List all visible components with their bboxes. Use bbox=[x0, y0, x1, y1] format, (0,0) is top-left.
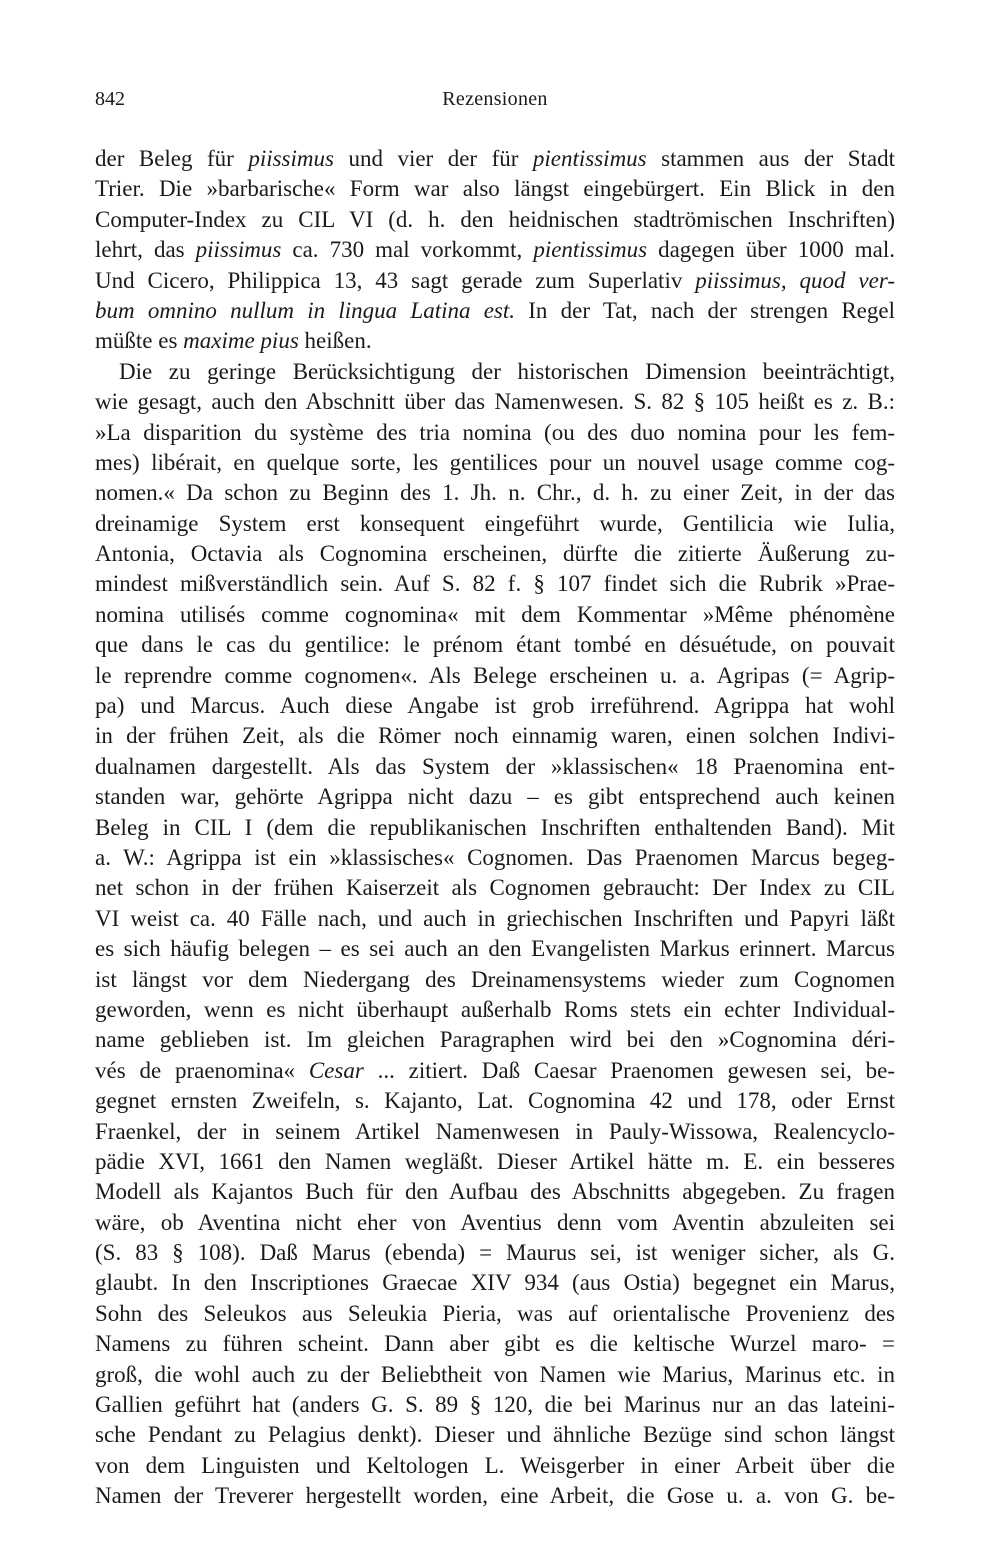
text-segment: wäre, ob Aventina nicht eher von Aventius denn vom Aventin abzuleiten sei bbox=[95, 1209, 895, 1235]
text-line bbox=[95, 1238, 895, 1268]
text-segment: Sohn des Seleukos aus Seleukia Pieria, was auf orientalische Provenienz des bbox=[95, 1300, 895, 1326]
text-line bbox=[95, 691, 895, 721]
text-segment: name geblieben ist. Im gleichen Paragraphen wird bei den »Cognomina déri- bbox=[95, 1027, 895, 1053]
text-segment: »La disparition du système des tria nomina (ou des duo nomina pour les fem- bbox=[95, 419, 895, 445]
text-line bbox=[95, 266, 895, 296]
text-line bbox=[95, 1420, 895, 1450]
text-segment: In der Tat, nach der strengen Regel bbox=[515, 297, 895, 323]
text-segment: mes) libérait, en quelque sorte, les gentilices pour un nouvel usage comme cog- bbox=[95, 449, 895, 475]
text-line bbox=[95, 509, 895, 539]
text-line bbox=[95, 1177, 895, 1207]
text-line bbox=[95, 873, 895, 903]
text-line bbox=[95, 1329, 895, 1359]
text-segment: groß, die wohl auch zu der Beliebtheit von Namen wie Marius, Marinus etc. in bbox=[95, 1361, 895, 1387]
text-segment: Beleg in CIL I (dem die republikanischen Inschriften enthaltenden Band). Mit bbox=[95, 814, 895, 840]
text-line bbox=[95, 418, 895, 448]
page bbox=[95, 84, 895, 1512]
text-line bbox=[95, 934, 895, 964]
italic-text: piissimus bbox=[195, 237, 282, 263]
text-line bbox=[95, 174, 895, 204]
text-line bbox=[95, 661, 895, 691]
text-segment: Gallien geführt hat (anders G. S. 89 § 120, die bei Marinus nur an das lateini- bbox=[95, 1392, 895, 1418]
italic-text: pientissimus bbox=[533, 237, 648, 263]
text-segment: (S. 83 § 108). Daß Marus (ebenda) = Maurus sei, ist weniger sicher, als G. bbox=[95, 1240, 895, 1266]
text-line bbox=[95, 1390, 895, 1420]
text-segment: ... zitiert. Daß Caesar Praenomen gewesen sei, be- bbox=[363, 1057, 895, 1083]
text-segment: le reprendre comme cognomen«. Als Belege erscheinen u. a. Agripas (= Agrip- bbox=[95, 662, 895, 688]
text-segment: nomina utilisés comme cognomina« mit dem Kommentar »Même phénomène bbox=[95, 601, 895, 627]
text-line bbox=[95, 448, 895, 478]
text-line bbox=[95, 326, 895, 356]
text-line bbox=[95, 1117, 895, 1147]
text-line bbox=[95, 721, 895, 751]
text-segment: Computer-Index zu CIL VI (d. h. den heidnischen stadtrömischen Inschriften) bbox=[95, 206, 895, 232]
text-segment: pädie XVI, 1661 den Namen wegläßt. Dieser Artikel hätte m. E. ein besseres bbox=[95, 1148, 895, 1174]
text-segment: ca. 730 mal vorkommt, bbox=[281, 237, 534, 263]
text-segment: ist längst vor dem Niedergang des Dreinamensystems wieder zum Cognomen bbox=[95, 966, 895, 992]
text-segment: gegnet ernsten Zweifeln, s. Kajanto, Lat. Cognomina 42 und 178, oder Ernst bbox=[95, 1088, 895, 1114]
text-segment: Modell als Kajantos Buch für den Aufbau des Abschnitts abgegeben. Zu fragen bbox=[95, 1179, 895, 1205]
text-segment: glaubt. In den Inscriptiones Graecae XIV 934 (aus Ostia) begegnet ein Marus, bbox=[95, 1270, 895, 1296]
page-number: 842 bbox=[95, 88, 125, 110]
text-line bbox=[95, 1208, 895, 1238]
italic-text: bum omnino nullum in lingua Latina est. bbox=[95, 297, 516, 323]
page-header bbox=[95, 84, 895, 114]
text-segment: heißen. bbox=[298, 328, 372, 354]
text-segment: stammen aus der Stadt bbox=[646, 146, 895, 171]
text-segment: und vier der für bbox=[333, 146, 533, 171]
text-segment: lehrt, das bbox=[95, 237, 196, 263]
text-segment: von dem Linguisten und Keltologen L. Weisgerber in einer Arbeit über die bbox=[95, 1452, 895, 1478]
text-line bbox=[95, 965, 895, 995]
text-line bbox=[95, 478, 895, 508]
text-line bbox=[95, 144, 895, 174]
text-segment: pa) und Marcus. Auch diese Angabe ist grob irreführend. Agrippa hat wohl bbox=[95, 693, 895, 719]
text-line bbox=[95, 1056, 895, 1086]
text-segment: nomen.« Da schon zu Beginn des 1. Jh. n. Chr., d. h. zu einer Zeit, in der das bbox=[95, 480, 895, 506]
text-segment: sche Pendant zu Pelagius denkt). Dieser und ähnliche Bezüge sind schon längst bbox=[95, 1422, 895, 1448]
text-segment: müßte es bbox=[95, 328, 184, 354]
text-segment: Die zu geringe Berücksichtigung der historischen Dimension beeinträchtigt, bbox=[119, 358, 895, 384]
italic-text: piissimus, quod ver- bbox=[695, 267, 895, 293]
text-line bbox=[95, 1086, 895, 1116]
italic-text: Cesar bbox=[308, 1057, 364, 1083]
italic-text: piissimus bbox=[248, 146, 334, 171]
text-segment: que dans le cas du gentilice: le prénom étant tombé en désuétude, on pouvait bbox=[95, 632, 895, 658]
text-line bbox=[95, 387, 895, 417]
text-segment: dreinamige System erst konsequent eingeführt wurde, Gentilicia wie Iulia, bbox=[95, 510, 895, 536]
text-line bbox=[95, 1147, 895, 1177]
text-segment: a. W.: Agrippa ist ein »klassisches« Cognomen. Das Praenomen Marcus begeg- bbox=[95, 844, 895, 870]
italic-text: maxime pius bbox=[183, 328, 299, 354]
text-segment: dualnamen dargestellt. Als das System der »klassischen« 18 Praenomina ent- bbox=[95, 753, 895, 779]
text-line bbox=[95, 1299, 895, 1329]
text-segment: vés de praenomina« bbox=[95, 1057, 309, 1083]
text-line bbox=[95, 1360, 895, 1390]
text-segment: Namens zu führen scheint. Dann aber gibt es die keltische Wurzel maro- = bbox=[95, 1331, 895, 1357]
text-segment: Fraenkel, der in seinem Artikel Namenwesen in Pauly-Wissowa, Realencyclo- bbox=[95, 1118, 895, 1144]
text-line bbox=[95, 539, 895, 569]
text-line bbox=[95, 813, 895, 843]
text-segment: VI weist ca. 40 Fälle nach, und auch in griechischen Inschriften und Papyri läßt bbox=[95, 905, 895, 931]
text-line bbox=[95, 357, 895, 387]
text-segment: standen war, gehörte Agrippa nicht dazu – es gibt entsprechend auch keinen bbox=[95, 784, 895, 810]
text-line bbox=[95, 1268, 895, 1298]
text-line bbox=[95, 752, 895, 782]
text-line bbox=[95, 1025, 895, 1055]
text-segment: net schon in der frühen Kaiserzeit als Cognomen gebraucht: Der Index zu CIL bbox=[95, 875, 895, 901]
text-segment: wie gesagt, auch den Abschnitt über das Namenwesen. S. 82 § 105 heißt es z. B.: bbox=[95, 389, 895, 415]
text-segment: mindest mißverständlich sein. Auf S. 82 f. § 107 findet sich die Rubrik »Prae- bbox=[95, 571, 895, 597]
body-text bbox=[95, 144, 895, 1512]
text-segment: geworden, wenn es nicht überhaupt außerhalb Roms stets ein echter Individual- bbox=[95, 996, 895, 1022]
text-segment: in der frühen Zeit, als die Römer noch einnamig waren, einen solchen Indivi- bbox=[95, 723, 895, 749]
text-line bbox=[95, 843, 895, 873]
text-line bbox=[95, 1481, 895, 1511]
text-line bbox=[95, 569, 895, 599]
text-line bbox=[95, 904, 895, 934]
text-segment: der Beleg für bbox=[95, 146, 249, 171]
text-line bbox=[95, 296, 895, 326]
text-line bbox=[95, 1451, 895, 1481]
text-segment: Trier. Die »barbarische« Form war also längst eingebürgert. Ein Blick in den bbox=[95, 176, 895, 202]
text-segment: es sich häufig belegen – es sei auch an den Evangelisten Markus erinnert. Marcus bbox=[95, 936, 895, 962]
text-line bbox=[95, 600, 895, 630]
text-line bbox=[95, 235, 895, 265]
italic-text: pientissimus bbox=[532, 146, 647, 171]
text-line bbox=[95, 630, 895, 660]
running-head: Rezensionen bbox=[442, 88, 548, 110]
text-line bbox=[95, 995, 895, 1025]
text-segment: Und Cicero, Philippica 13, 43 sagt gerade zum Superlativ bbox=[95, 267, 696, 293]
text-segment: dagegen über 1000 mal. bbox=[647, 237, 895, 263]
text-segment: Namen der Treverer hergestellt worden, eine Arbeit, die Gose u. a. von G. be- bbox=[95, 1483, 895, 1509]
text-line bbox=[95, 205, 895, 235]
text-segment: Antonia, Octavia als Cognomina erscheinen, dürfte die zitierte Äußerung zu- bbox=[95, 541, 895, 567]
text-line bbox=[95, 782, 895, 812]
